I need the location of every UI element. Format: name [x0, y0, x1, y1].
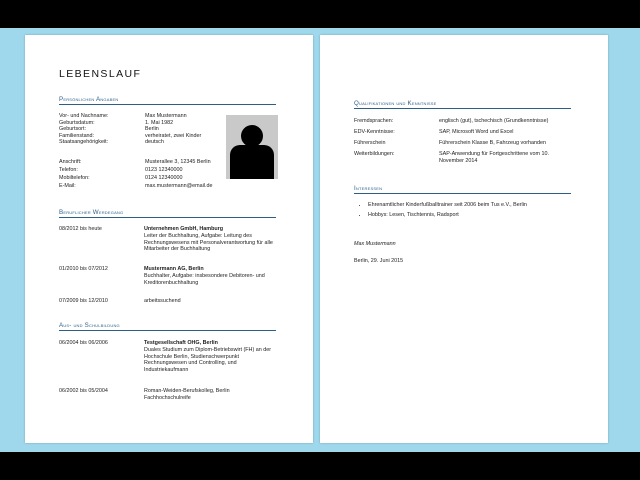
entry-text: Buchhalter, Aufgabe: insbesondere Debitoren- und Kreditorenbuchhaltung — [144, 272, 265, 286]
resume-page-1 — [25, 35, 313, 443]
personal-value: Max Mustermann — [145, 113, 187, 119]
section-heading-personal: Persönlichen Angaben — [59, 96, 276, 105]
contact-value: max.mustermann@email.de — [145, 183, 213, 189]
section-heading-interests: Interessen — [354, 185, 571, 194]
entry-text: arbeitssuchend — [144, 298, 181, 304]
entry-body — [144, 340, 282, 374]
letterbox-top — [0, 0, 640, 28]
entry-text: Roman-Weiden-Berufskolleg, Berlin Fachhochschulreife — [144, 388, 230, 401]
personal-value: verheiratet, zwei Kinder — [145, 132, 202, 139]
entry-body — [144, 388, 264, 402]
entry-date: 08/2012 bis heute — [59, 226, 102, 232]
entry-title: Mustermann AG, Berlin — [144, 266, 204, 272]
contact-key: Mobiltelefon: — [59, 175, 90, 181]
section-heading-education: Aus- und Schulbildung — [59, 322, 276, 331]
entry-text: Duales Studium zum Diplom-Betriebswirt (FH) an der Hochschule Berlin, Studienschwerpunkt Rechnungswesen und Controlling, und Industriekaufmann — [144, 346, 272, 374]
avatar-body-silhouette — [230, 145, 274, 179]
entry-title: Unternehmen GmbH, Hamburg — [144, 226, 224, 232]
entry-date: 01/2010 bis 07/2012 — [59, 266, 108, 272]
personal-key: Geburtsdatum: — [59, 119, 95, 126]
entry-body — [144, 266, 282, 286]
personal-key: Vor- und Nachname: — [59, 113, 109, 119]
interests-list — [354, 201, 527, 220]
qualification-key: EDV-Kenntnisse: — [354, 129, 395, 135]
qualification-value: SAP, Microsoft Word und Excel — [439, 129, 514, 135]
personal-value: deutsch — [145, 139, 164, 146]
entry-body — [144, 298, 282, 305]
resume-page-2 — [320, 35, 608, 443]
entry-date: 07/2009 bis 12/2010 — [59, 298, 108, 304]
signature-name: Max Mustermann — [354, 241, 396, 247]
qualification-value: SAP-Anwendung für Fortgeschrittene vom 10. November 2014 — [439, 151, 549, 164]
interest-item: • Ehrenamtlicher Kinderfußballtrainer seit 2006 beim Tus e.V., Berlin — [368, 201, 527, 211]
personal-key: Staatsangehörigkeit: — [59, 139, 109, 146]
personal-key: Geburtsort: — [59, 126, 86, 133]
entry-body — [144, 226, 282, 253]
contact-value: 0124 12340000 — [145, 175, 183, 181]
entry-title: Testgesellschaft OHG, Berlin — [144, 340, 218, 346]
entry-date: 06/2004 bis 06/2006 — [59, 340, 108, 346]
profile-photo-placeholder — [226, 115, 278, 179]
personal-value: 1. Mai 1982 — [145, 119, 174, 126]
qualification-value: Führerschein Klasse B, Fahrzeug vorhanden — [439, 140, 546, 146]
contact-key: E-Mail: — [59, 183, 76, 189]
contact-key: Telefon: — [59, 167, 78, 173]
qualification-value: englisch (gut), tschechisch (Grundkenntnisse) — [439, 118, 549, 124]
contact-value: 0123 12340000 — [145, 167, 183, 173]
contact-key: Anschrift: — [59, 159, 82, 165]
qualification-key: Fremdsprachen: — [354, 118, 394, 124]
place-and-date: Berlin, 29. Juni 2015 — [354, 258, 404, 264]
section-heading-career: Beruflicher Werdegang — [59, 209, 276, 218]
entry-date: 06/2002 bis 05/2004 — [59, 388, 108, 394]
contact-value: Musterallee 3, 12345 Berlin — [145, 159, 211, 165]
avatar-head-silhouette — [241, 125, 263, 147]
interest-item: • Hobbys: Lesen, Tischtennis, Radsport — [368, 211, 527, 221]
qualification-key: Führerschein — [354, 140, 386, 146]
letterbox-bottom — [0, 452, 640, 480]
section-heading-qualifications: Qualifikationen und Kenntnisse — [354, 100, 571, 109]
entry-text: Leiter der Buchhaltung, Aufgabe: Leitung des Rechnungswesens mit Personalverantwortung für alle Mitarbeiter der Buchhaltung — [144, 232, 273, 253]
document-title: LEBENSLAUF — [59, 68, 142, 80]
qualification-key: Weiterbildungen: — [354, 151, 395, 157]
personal-value: Berlin — [145, 126, 159, 133]
personal-key: Familienstand: — [59, 132, 95, 139]
